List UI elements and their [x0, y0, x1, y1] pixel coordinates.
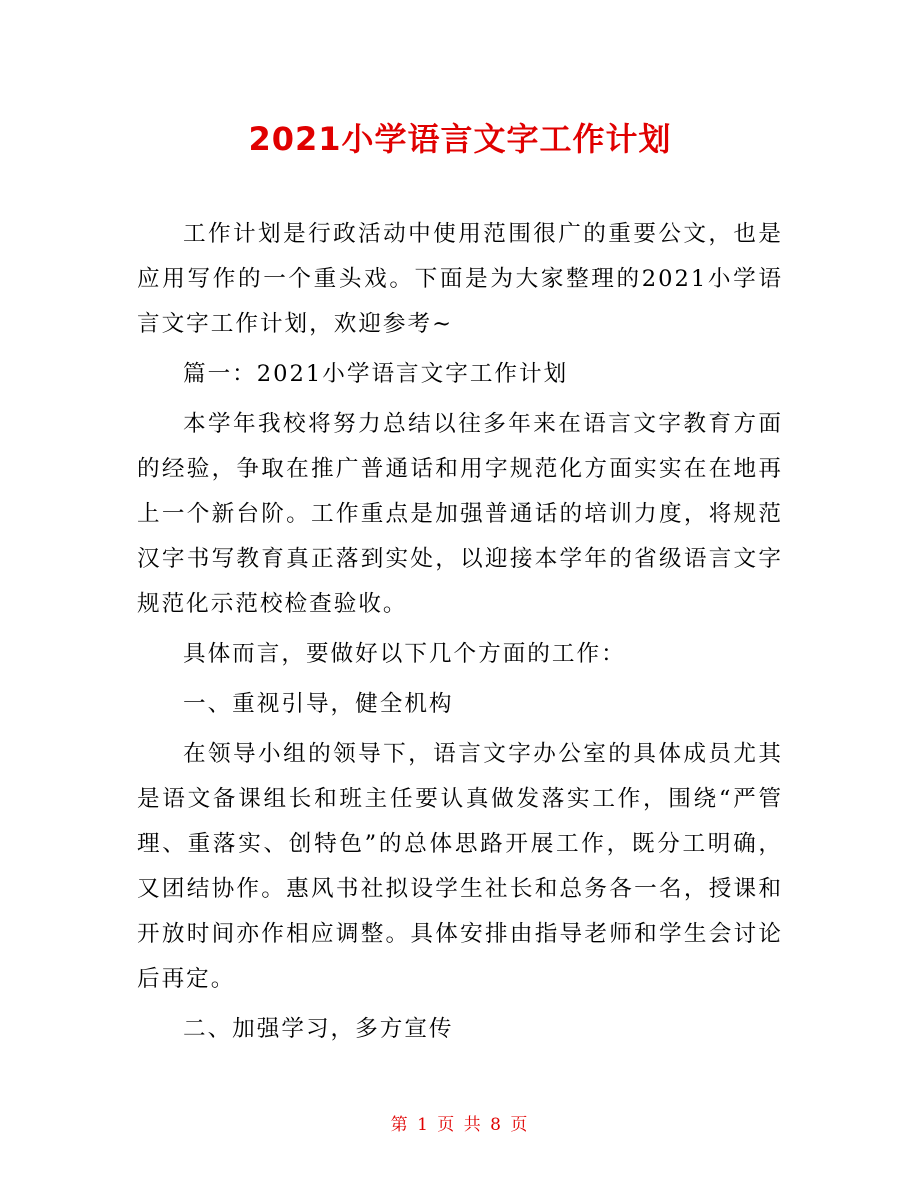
page-number-footer: 第 1 页 共 8 页: [390, 1115, 530, 1135]
paragraph-section-1: 在领导小组的领导下，语言文字办公室的具体成员尤其是语文备课组长和班主任要认真做发落实工作，围绕“严管理、重落实、创特色”的总体思路开展工作，既分工明确，又团结协作。惠风书社拟设学生社长和总务各一名，授课和开放时间亦作相应调整。具体安排由指导老师和学生会讨论后再定。: [137, 741, 783, 992]
section-heading-1: 一、重视引导，健全机构: [183, 691, 454, 717]
document-title: 2021小学语言文字工作计划: [248, 120, 672, 158]
paragraph-specifics: 具体而言，要做好以下几个方面的工作：: [183, 641, 626, 667]
paragraph-part-heading: 篇一：2021小学语言文字工作计划: [183, 361, 569, 387]
paragraph-intro: 工作计划是行政活动中使用范围很广的重要公文，也是应用写作的一个重头戏。下面是为大家整理的2021小学语言文字工作计划，欢迎参考~: [137, 221, 783, 337]
section-heading-2: 二、加强学习，多方宣传: [183, 1016, 454, 1042]
paragraph-goals: 本学年我校将努力总结以往多年来在语言文字教育方面的经验，争取在推广普通话和用字规范化方面实实在在地再上一个新台阶。工作重点是加强普通话的培训力度，将规范汉字书写教育真正落到实处，以迎接本学年的省级语言文字规范化示范校检查验收。: [137, 411, 783, 617]
document-body: [137, 212, 783, 1052]
